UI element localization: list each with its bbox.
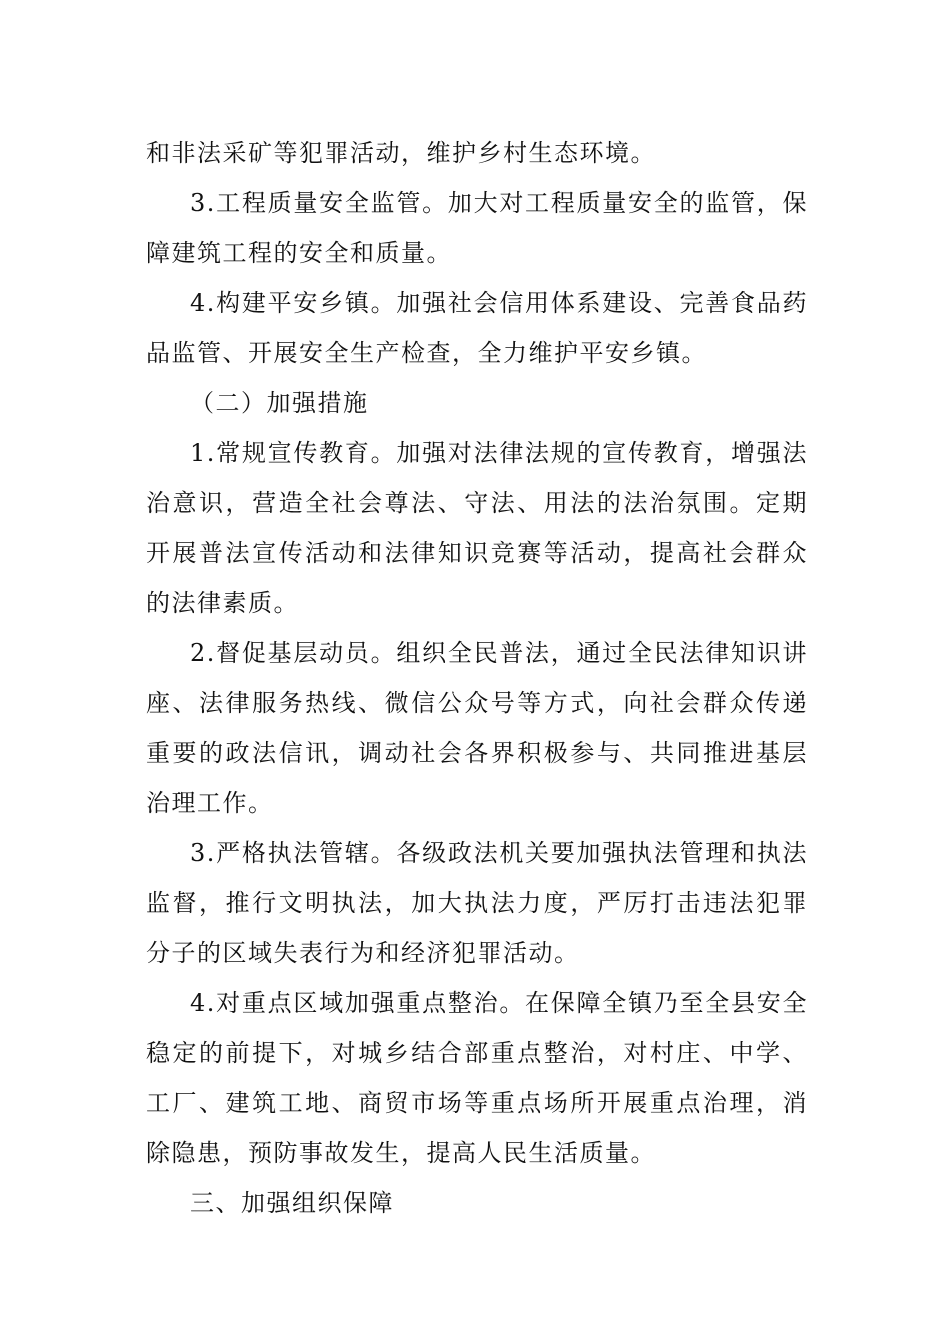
paragraph-item-4-key-areas: 4.对重点区域加强重点整治。在保障全镇乃至全县安全稳定的前提下，对城乡结合部重点整治，对村庄、中学、工厂、建筑工地、商贸市场等重点场所开展重点治理，消除隐患，预防事故发生，提高人民生活质量。 — [146, 989, 808, 1167]
paragraph-item-2-mobilization: 2.督促基层动员。组织全民普法，通过全民法律知识讲座、法律服务热线、微信公众号等方式，向社会群众传递重要的政法信讯，调动社会各界积极参与、共同推进基层治理工作。 — [146, 639, 808, 817]
paragraph-item-3-enforcement: 3.严格执法管辖。各级政法机关要加强执法管理和执法监督，推行文明执法，加大执法力度，严厉打击违法犯罪分子的区域失表行为和经济犯罪活动。 — [146, 839, 808, 967]
paragraph-item-1-education: 1.常规宣传教育。加强对法律法规的宣传教育，增强法治意识，营造全社会尊法、守法、用法的法治氛围。定期开展普法宣传活动和法律知识竞赛等活动，提高社会群众的法律素质。 — [146, 439, 808, 617]
paragraph-continuation: 和非法采矿等犯罪活动，维护乡村生态环境。 — [146, 139, 656, 167]
paragraph-item-4-safe-town: 4.构建平安乡镇。加强社会信用体系建设、完善食品药品监管、开展安全生产检查，全力维护平安乡镇。 — [146, 289, 808, 367]
section-heading-organization: 三、加强组织保障 — [190, 1189, 394, 1217]
document-body — [146, 128, 808, 1228]
section-heading-measures: （二）加强措施 — [190, 389, 369, 417]
paragraph-item-3-quality: 3.工程质量安全监管。加大对工程质量安全的监管，保障建筑工程的安全和质量。 — [146, 189, 808, 267]
